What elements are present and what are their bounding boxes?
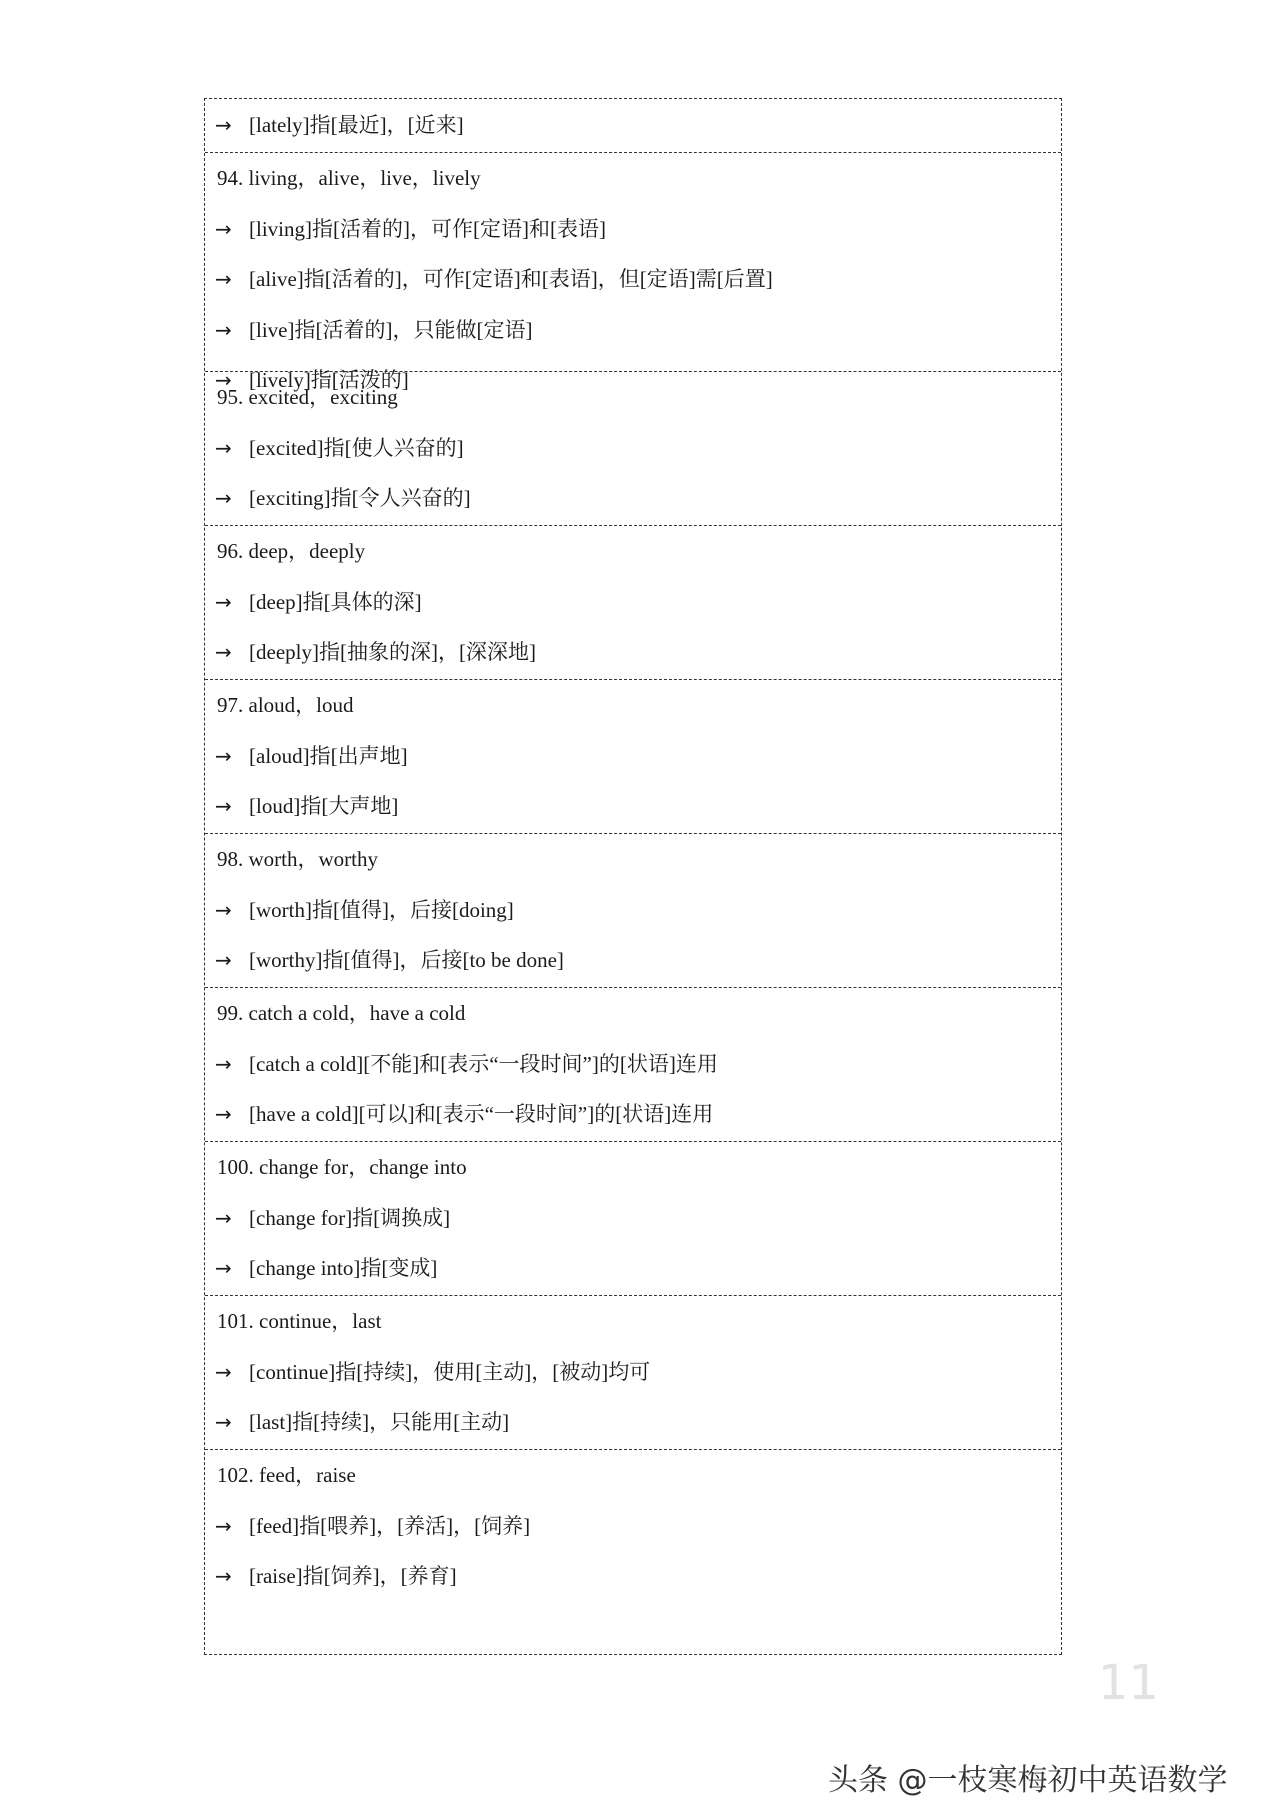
explanation-line	[215, 1243, 1061, 1294]
section-heading: 98. worth，worthy	[217, 847, 378, 871]
vocabulary-table	[204, 98, 1062, 1655]
explanation-text: [live]指[活着的]，只能做[定语]	[249, 317, 533, 342]
section-94	[205, 153, 1061, 392]
arrow-icon: →	[215, 1051, 232, 1076]
explanation-text: [continue]指[持续]，使用[主动]，[被动]均可	[249, 1359, 651, 1384]
explanation-line	[215, 423, 1061, 474]
section-heading: 101. continue，last	[217, 1309, 382, 1333]
explanation-line	[215, 935, 1061, 986]
section-102	[205, 1450, 1061, 1654]
arrow-icon: →	[215, 640, 232, 664]
section-heading: 94. living，alive，live，lively	[217, 166, 481, 190]
section-heading: 102. feed，raise	[217, 1463, 356, 1487]
explanation-line	[215, 1089, 1061, 1140]
section-heading: 99. catch a cold，have a cold	[217, 1001, 466, 1025]
arrow-icon: →	[215, 368, 232, 392]
section-heading: 96. deep，deeply	[217, 539, 366, 563]
arrow-icon: →	[215, 216, 232, 241]
explanation-text: [lately]指[最近]，[近来]	[249, 113, 464, 137]
explanation-text: [catch a cold][不能]和[表示“一段时间”]的[状语]连用	[249, 1051, 718, 1076]
explanation-text: [worthy]指[值得]，后接[to be done]	[249, 948, 564, 972]
explanation-line	[215, 1193, 1061, 1244]
explanation-text: [worth]指[值得]，后接[doing]	[249, 897, 514, 922]
explanation-line	[215, 254, 1061, 305]
explanation-text: [exciting]指[令人兴奋的]	[249, 486, 471, 510]
section-heading: 97. aloud，loud	[217, 693, 354, 717]
explanation-line	[215, 731, 1061, 782]
arrow-icon: →	[215, 113, 232, 137]
explanation-line	[215, 885, 1061, 936]
arrow-icon: →	[215, 1410, 232, 1434]
arrow-icon: →	[215, 1359, 232, 1384]
explanation-line	[215, 1347, 1061, 1398]
section-96	[205, 526, 1061, 680]
explanation-text: [loud]指[大声地]	[249, 794, 399, 818]
arrow-icon: →	[215, 1102, 232, 1126]
explanation-text: [have a cold][可以]和[表示“一段时间”]的[状语]连用	[249, 1102, 714, 1126]
explanation-line	[215, 577, 1061, 628]
explanation-text: [deeply]指[抽象的深]，[深深地]	[249, 640, 536, 664]
explanation-text: [change for]指[调换成]	[249, 1205, 451, 1230]
explanation-line	[215, 99, 1061, 153]
explanation-line	[215, 204, 1061, 255]
arrow-icon: →	[215, 486, 232, 510]
section-98	[205, 834, 1061, 988]
watermark-text: 头条 @一枝寒梅初中英语数学	[828, 1763, 1228, 1798]
arrow-icon: →	[215, 267, 232, 291]
arrow-icon: →	[215, 1205, 232, 1230]
explanation-text: [deep]指[具体的深]	[249, 589, 422, 614]
explanation-line	[215, 1397, 1061, 1448]
explanation-line	[215, 627, 1061, 678]
explanation-text: [excited]指[使人兴奋的]	[249, 435, 464, 460]
section-99	[205, 988, 1061, 1142]
arrow-icon: →	[215, 897, 232, 922]
section-101	[205, 1296, 1061, 1450]
explanation-line	[215, 1501, 1061, 1552]
explanation-line	[215, 781, 1061, 832]
arrow-icon: →	[215, 435, 232, 460]
arrow-icon: →	[215, 317, 232, 342]
explanation-text: [alive]指[活着的]，可作[定语]和[表语]，但[定语]需[后置]	[249, 267, 773, 291]
arrow-icon: →	[215, 794, 232, 818]
explanation-line	[215, 1039, 1061, 1090]
explanation-text: [raise]指[饲养]，[养育]	[249, 1564, 457, 1588]
explanation-text: [feed]指[喂养]，[养活]，[饲养]	[249, 1513, 531, 1538]
section-heading: 95. excited，exciting	[217, 385, 398, 409]
explanation-text: [aloud]指[出声地]	[249, 743, 408, 768]
arrow-icon: →	[215, 1513, 232, 1538]
explanation-text: [lively]指[活泼的]	[249, 368, 409, 392]
explanation-text: [living]指[活着的]，可作[定语]和[表语]	[249, 216, 606, 241]
explanation-line	[215, 1551, 1061, 1602]
arrow-icon: →	[215, 589, 232, 614]
section-95	[205, 372, 1061, 526]
section-97	[205, 680, 1061, 834]
explanation-line	[215, 305, 1061, 356]
explanation-line	[215, 473, 1061, 524]
section-100	[205, 1142, 1061, 1296]
page-number: 11	[1098, 1655, 1160, 1711]
arrow-icon: →	[215, 743, 232, 768]
explanation-text: [change into]指[变成]	[249, 1256, 438, 1280]
arrow-icon: →	[215, 948, 232, 972]
explanation-text: [last]指[持续]，只能用[主动]	[249, 1410, 510, 1434]
section-continuation	[205, 99, 1061, 153]
arrow-icon: →	[215, 1256, 232, 1280]
section-heading: 100. change for，change into	[217, 1155, 467, 1179]
arrow-icon: →	[215, 1564, 232, 1588]
